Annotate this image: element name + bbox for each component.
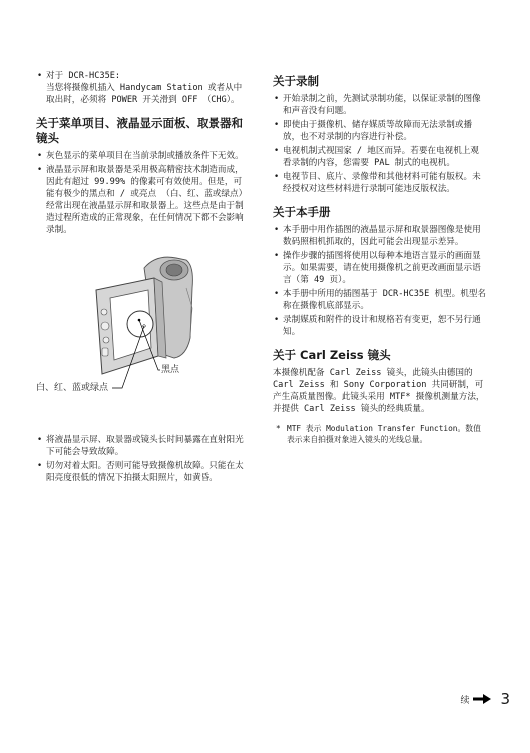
footnote-marker: * bbox=[276, 424, 281, 433]
intro-item-body: 当您将摄像机插入 Handycam Station 或者从中取出时，必须将 POWER 开关滑到 OFF （CHG）。 bbox=[46, 83, 243, 105]
list-item: • 录制媒质和附件的设计和规格若有变更，恕不另行通知。 bbox=[273, 314, 486, 338]
list-item: • 本手册中用作插图的液晶显示屏和取景器图像是使用数码照相机抓取的，因此可能会出现显示差异。 bbox=[273, 224, 486, 248]
list-item: • 灰色显示的菜单项目在当前录制或播放条件下无效。 bbox=[36, 150, 248, 162]
list-item: • 液晶显示屏和取景器是采用极高精密技术制造而成，因此有超过 99.99% 的像素可有效使用。但是，可能有极少的黑点和 / 或亮点 （白、红、蓝或绿点）经常出现在液晶显示屏和取景器上。这些点是由于制造过程所造成的正常现象，在任何情况下都不会影响录制。 bbox=[36, 164, 248, 236]
camera-lcd-drawing bbox=[36, 248, 248, 428]
manual-list bbox=[273, 224, 486, 338]
section-heading: 关于菜单项目、液晶显示面板、取景器和镜头 bbox=[36, 116, 243, 145]
list-item: • 操作步骤的插图将使用以每种本地语言显示的画面显示。如果需要，请在使用摄像机之前更改画面显示语言（第 49 页）。 bbox=[273, 250, 486, 286]
recording-list bbox=[273, 93, 486, 195]
right-column bbox=[273, 70, 486, 445]
continued-label: 续 bbox=[460, 695, 470, 706]
list-item: • 将液晶显示屏、取景器或镜头长时间暴露在直射阳光下可能会导致故障。 bbox=[36, 434, 248, 458]
section-heading: 关于 Carl Zeiss 镜头 bbox=[273, 348, 391, 362]
intro-list bbox=[36, 70, 248, 106]
footnote bbox=[273, 423, 486, 445]
list-item: • 切勿对着太阳。否则可能导致摄像机故障。只能在太阳亮度很低的情况下拍摄太阳照片，如黄昏。 bbox=[36, 460, 248, 484]
footnote-text: MTF 表示 Modulation Transfer Function。数值表示来自拍摄对象进入镜头的光线总量。 bbox=[287, 424, 481, 444]
intro-item-head: • 对于 DCR-HC35E: bbox=[46, 71, 121, 81]
list-item: • 电视机制式视国家 / 地区而异。若要在电视机上观看录制的内容，您需要 PAL 制式的电视机。 bbox=[273, 145, 486, 169]
list-item: • 电视节目、底片、录像带和其他材料可能有版权。未经授权对这些材料进行录制可能违反版权法。 bbox=[273, 171, 486, 195]
page-footer bbox=[460, 690, 510, 708]
list-item: • 本手册中所用的插图基于 DCR-HC35E 机型。机型名称在摄像机底部显示。 bbox=[273, 288, 486, 312]
list-item bbox=[36, 70, 248, 106]
section1-list bbox=[36, 150, 248, 236]
black-dot-label: 黑点 bbox=[161, 365, 180, 375]
section-heading: 关于录制 bbox=[273, 74, 319, 88]
zeiss-body: 本摄像机配备 Carl Zeiss 镜头，此镜头由德国的 Carl Zeiss 和 Sony Corporation 共同研制，可产生高质量图像。此镜头采用 MTF* 摄像机测量方法，并提供 Carl Zeiss 镜头的经典质量。 bbox=[273, 368, 485, 414]
arrow-right-icon bbox=[473, 694, 491, 704]
lcd-screen-illustration bbox=[36, 248, 248, 428]
list-item: • 即使由于摄像机、储存媒质等故障而无法录制或播放，也不对录制的内容进行补偿。 bbox=[273, 119, 486, 143]
left-column bbox=[36, 70, 248, 486]
list-item: • 开始录制之前，先测试录制功能，以保证录制的图像和声音没有问题。 bbox=[273, 93, 486, 117]
page-number: 3 bbox=[500, 690, 510, 708]
section-heading: 关于本手册 bbox=[273, 205, 331, 219]
color-dot-label: 白、红、蓝或绿点 bbox=[36, 383, 109, 393]
section1-more-list bbox=[36, 434, 248, 484]
